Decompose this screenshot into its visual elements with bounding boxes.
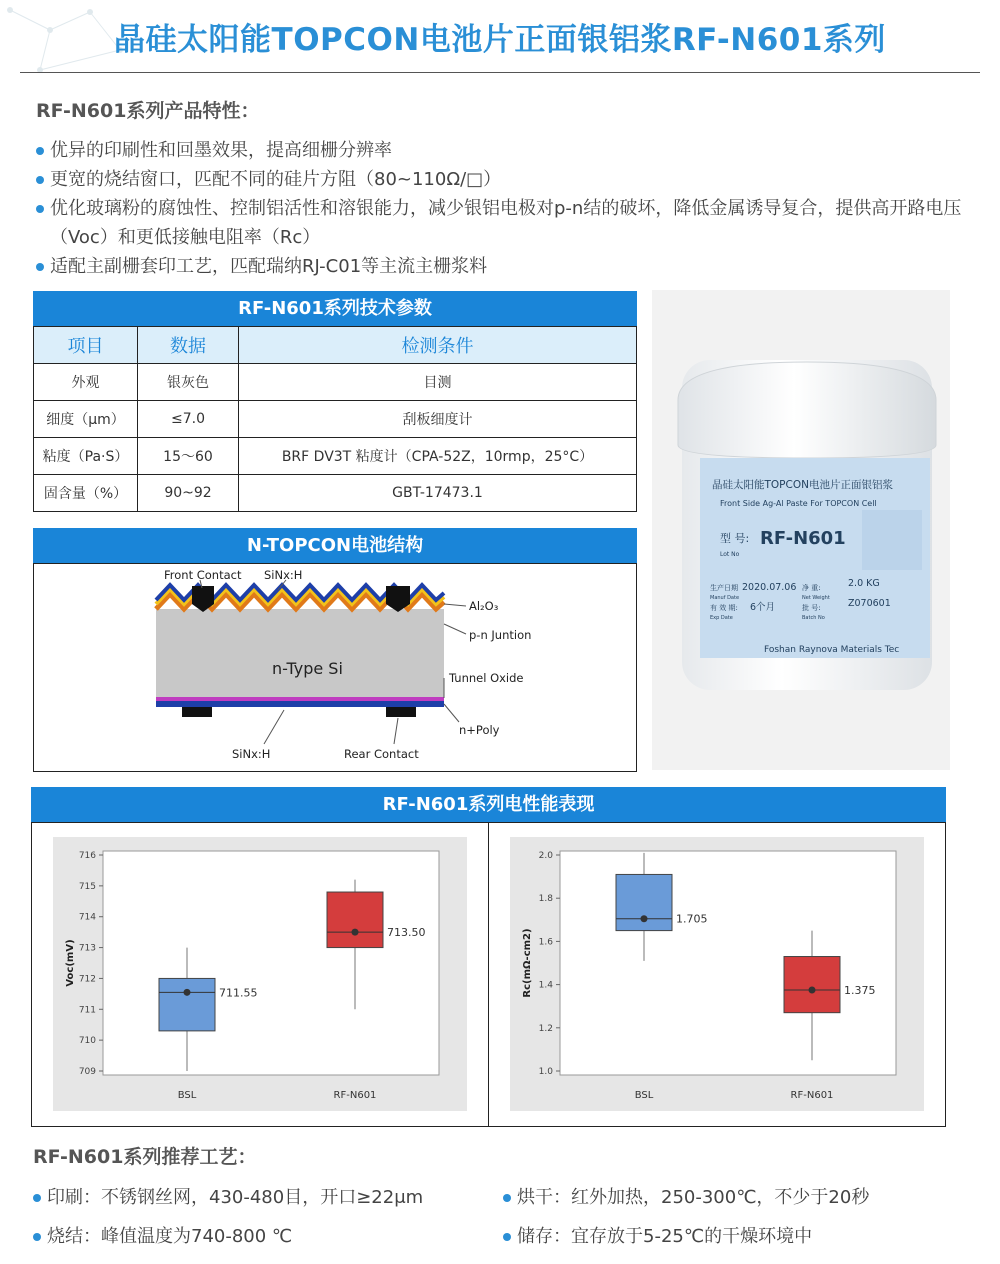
table-cell: 刮板细度计 [239, 401, 637, 438]
bullet-icon [33, 1233, 41, 1241]
al2o3-label: Al₂O₃ [469, 599, 499, 613]
x-tick-label: RF-N601 [790, 1090, 834, 1101]
product-photo [652, 290, 950, 770]
pn-junction-label: p-n Juntion [469, 628, 532, 642]
y-tick-label: 713 [78, 943, 96, 954]
topcon-structure-diagram [34, 564, 636, 771]
sinx-top-label: SiNx:H [264, 568, 303, 582]
y-tick-label: 1.0 [538, 1067, 553, 1077]
bullet-icon [33, 1194, 41, 1202]
table-cell: 15～60 [138, 438, 239, 475]
y-axis-label: Rc(mΩ-cm2) [522, 928, 533, 998]
list-item [33, 1183, 423, 1209]
label-model-sub: Lot No [720, 551, 740, 558]
table-cell: 细度（μm） [34, 401, 138, 438]
y-tick-label: 1.2 [538, 1023, 553, 1034]
y-tick-label: 709 [78, 1067, 96, 1077]
bullet-icon [503, 1194, 511, 1202]
table-cell: 90~92 [138, 475, 239, 512]
table-header-condition: 检测条件 [239, 327, 637, 364]
data-label: 1.375 [844, 984, 876, 997]
label-date-label: 生产日期 [710, 584, 738, 592]
table-cell: 粘度（Pa·S） [34, 438, 138, 475]
features-heading: RF-N601系列产品特性： [36, 100, 260, 122]
data-label: 713.50 [387, 926, 426, 940]
title-divider [20, 72, 980, 73]
table-row [34, 438, 637, 475]
label-exp-sub: Exp Date [710, 615, 733, 621]
x-tick-label: BSL [634, 1090, 654, 1101]
label-date-value: 2020.07.06 [742, 582, 797, 593]
y-tick-label: 2.0 [538, 851, 553, 861]
params-table [33, 326, 637, 512]
label-weight-value: 2.0 KG [848, 578, 880, 589]
box-RF-N601 [327, 892, 383, 948]
mean-point [352, 929, 359, 936]
label-batch-label: 批 号: [802, 604, 821, 612]
page-title: 晶硅太阳能TOPCON电池片正面银铝浆RF-N601系列 [114, 22, 886, 58]
label-weight-sub: Net Weight [802, 595, 830, 601]
tunnel-oxide-layer [156, 697, 444, 701]
label-en-name: Front Side Ag-Al Paste For TOPCON Cell [720, 499, 877, 508]
rear-contact-left [182, 707, 212, 717]
sinx-bottom-label: SiNx:H [232, 747, 271, 761]
y-tick-label: 716 [78, 851, 96, 861]
label-batch-value: Z070601 [848, 598, 891, 609]
structure-diagram-box [33, 563, 637, 772]
data-label: 1.705 [676, 912, 708, 926]
process-fire: 烧结：峰值温度为740-800 ℃ [47, 1226, 293, 1247]
tunnel-oxide-label: Tunnel Oxide [449, 671, 524, 685]
table-row [34, 401, 637, 438]
bullet-icon [503, 1233, 511, 1241]
y-axis-label: Voc(mV) [65, 939, 76, 987]
table-cell: 固含量（%） [34, 475, 138, 512]
label-company: Foshan Raynova Materials Tec [764, 645, 900, 655]
n-poly-layer [156, 701, 444, 707]
y-tick-label: 710 [78, 1036, 96, 1047]
process-store: 储存：宜存放于5-25℃的干燥环境中 [517, 1226, 813, 1247]
process-heading: RF-N601系列推荐工艺： [33, 1146, 257, 1168]
plot-area [560, 851, 896, 1075]
y-tick-label: 1.6 [538, 937, 553, 948]
x-tick-label: BSL [177, 1090, 197, 1101]
label-batch-sub: Batch No [802, 615, 825, 621]
structure-title: N-TOPCON电池结构 [33, 528, 637, 563]
label-weight-label: 净 重: [802, 584, 821, 592]
performance-title: RF-N601系列电性能表现 [31, 787, 946, 822]
list-item [503, 1222, 812, 1248]
x-tick-label: RF-N601 [333, 1090, 377, 1101]
table-cell: 银灰色 [138, 364, 239, 401]
n-type-si-layer [156, 609, 444, 697]
table-row [34, 475, 637, 512]
label-exp-label: 有 效 期: [710, 604, 738, 612]
y-tick-label: 1.8 [538, 894, 553, 905]
table-row [34, 364, 637, 401]
y-tick-label: 714 [78, 912, 96, 923]
y-tick-label: 715 [78, 881, 96, 892]
y-tick-label: 712 [78, 974, 96, 985]
voc-boxplot [53, 837, 467, 1111]
mean-point [809, 987, 816, 994]
table-cell: ≤7.0 [138, 401, 239, 438]
box-BSL [159, 978, 215, 1030]
label-cn-name: 晶硅太阳能TOPCON电池片正面银铝浆 [712, 479, 893, 491]
rear-contact-right [386, 707, 416, 717]
table-cell: 外观 [34, 364, 138, 401]
label-model-label: 型 号: [720, 532, 750, 545]
list-item [503, 1183, 869, 1209]
process-dry: 烘干：红外加热，250-300℃，不少于20秒 [517, 1187, 870, 1208]
table-cell: 目测 [239, 364, 637, 401]
list-item [33, 1222, 292, 1248]
data-label: 711.55 [219, 986, 258, 1000]
label-date-sub: Manuf Date [710, 595, 740, 601]
rear-contact-label: Rear Contact [344, 747, 419, 761]
label-model-value: RF-N601 [760, 528, 846, 549]
table-header-item: 项目 [34, 327, 138, 364]
mean-point [641, 915, 648, 922]
list-item: 优化玻璃粉的腐蚀性、控制铝活性和溶银能力，减少银铝电极对p-n结的破坏，降低金属诱导复合，提供高开路电压（Voc）和更低接触电阻率（Rc） [36, 194, 966, 252]
plot-area [103, 851, 439, 1075]
table-cell: BRF DV3T 粘度计（CPA-52Z，10rmp，25°C） [239, 438, 637, 475]
front-contact-label: Front Contact [164, 568, 242, 582]
label-exp-value: 6个月 [750, 602, 776, 613]
list-item: 更宽的烧结窗口，匹配不同的硅片方阻（80~110Ω/□） [36, 165, 966, 194]
n-poly-label: n+Poly [459, 723, 500, 737]
rc-boxplot [510, 837, 924, 1111]
n-type-si-label: n-Type Si [272, 659, 343, 678]
params-title: RF-N601系列技术参数 [33, 291, 637, 326]
process-print: 印刷：不锈钢丝网，430-480目，开口≥22μm [47, 1187, 424, 1208]
list-item: 优异的印刷性和回墨效果，提高细栅分辨率 [36, 136, 966, 165]
mean-point [184, 989, 191, 996]
features-list [36, 136, 966, 281]
product-jar-image [652, 290, 950, 770]
y-tick-label: 711 [78, 1005, 96, 1016]
list-item: 适配主副栅套印工艺，匹配瑞纳RJ-C01等主流主栅浆料 [36, 252, 966, 281]
table-header-data: 数据 [138, 327, 239, 364]
y-tick-label: 1.4 [538, 980, 553, 991]
performance-divider [488, 823, 489, 1126]
box-RF-N601 [784, 957, 840, 1013]
table-cell: GBT-17473.1 [239, 475, 637, 512]
